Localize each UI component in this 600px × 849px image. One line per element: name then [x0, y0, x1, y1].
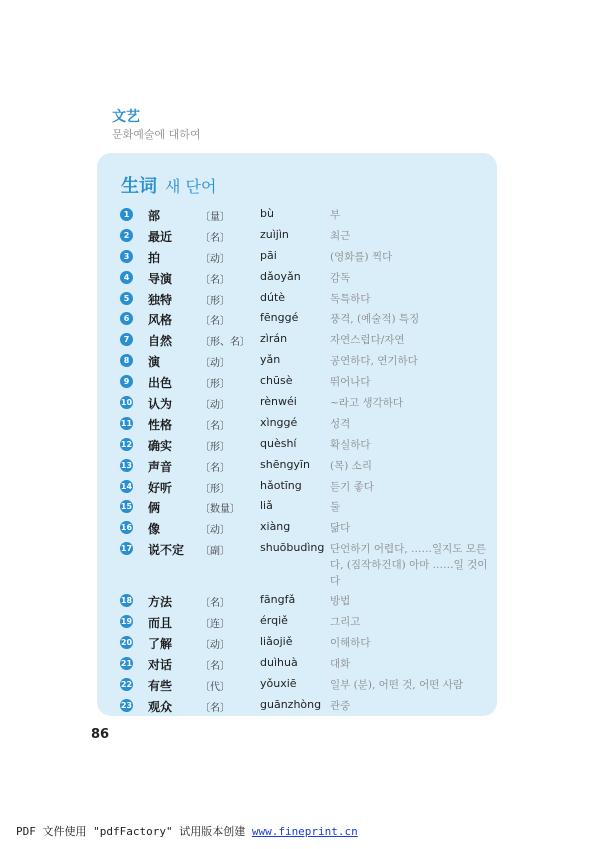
section-title: 文艺 — [112, 109, 140, 125]
vocab-part-of-speech: 〔名〕 — [200, 598, 230, 610]
vocab-part-of-speech: 〔连〕 — [200, 619, 230, 631]
vocab-word: 独特 — [148, 292, 173, 307]
vocab-pinyin: yǎn — [260, 353, 281, 367]
vocab-row — [120, 247, 490, 268]
vocab-part-of-speech: 〔副〕 — [200, 546, 230, 558]
card-title — [121, 172, 216, 198]
vocab-pinyin: érqiě — [260, 614, 288, 628]
vocab-number-badge: 19 — [120, 617, 133, 627]
vocab-row — [120, 477, 490, 498]
vocab-pinyin: liǎ — [260, 499, 273, 513]
vocab-meaning: 듣기 좋다 — [330, 480, 374, 493]
vocab-number-badge: 23 — [120, 700, 133, 710]
vocab-row — [120, 675, 490, 696]
vocab-part-of-speech: 〔代〕 — [200, 681, 230, 693]
vocab-number-badge: 8 — [120, 354, 133, 367]
vocab-word: 有些 — [148, 678, 173, 693]
vocab-row — [120, 456, 490, 477]
section-subtitle: 문화예술에 대하여 — [112, 128, 201, 141]
vocab-number-badge: 21 — [120, 658, 133, 668]
vocab-meaning: 최근 — [330, 229, 351, 242]
vocab-meaning: 뛰어나다 — [330, 376, 371, 389]
vocab-meaning: 부 — [330, 209, 341, 221]
card-title-korean: 새 단어 — [165, 177, 217, 196]
vocab-meaning: 풍격, (예술적) 특징 — [330, 313, 420, 326]
vocab-row — [120, 435, 490, 456]
vocab-pinyin: xiàng — [260, 520, 291, 534]
vocab-word: 对话 — [148, 657, 173, 672]
vocab-row — [120, 497, 490, 518]
vocab-number-badge: 16 — [120, 523, 133, 533]
vocab-word: 声音 — [148, 459, 173, 474]
vocab-meaning: 독특하다 — [330, 292, 371, 305]
vocab-number-badge: 17 — [120, 544, 133, 554]
vocab-number-badge: 3 — [120, 250, 133, 263]
vocab-row — [120, 372, 490, 393]
vocab-number-badge: 22 — [120, 679, 133, 689]
vocab-word: 好听 — [148, 480, 173, 495]
footer-note — [16, 823, 358, 839]
vocab-pinyin: rènwéi — [260, 395, 297, 409]
vocab-row — [120, 226, 490, 247]
vocab-meaning: ~라고 생각하다 — [330, 397, 403, 410]
vocab-word: 认为 — [148, 397, 173, 412]
vocab-number-badge: 4 — [120, 271, 133, 284]
vocab-number-badge: 1 — [120, 208, 133, 221]
page-number: 86 — [91, 727, 110, 742]
vocab-row — [120, 518, 490, 539]
vocab-row — [120, 539, 490, 591]
vocab-part-of-speech: 〔动〕 — [200, 400, 230, 412]
vocab-pinyin: liǎojiě — [260, 635, 293, 649]
vocab-word: 出色 — [148, 376, 173, 391]
vocab-pinyin: quèshí — [260, 436, 297, 450]
vocab-word: 俩 — [148, 501, 161, 516]
vocab-word: 了解 — [148, 637, 173, 652]
vocab-row — [120, 414, 490, 435]
vocab-part-of-speech: 〔形〕 — [200, 441, 230, 453]
vocab-meaning: 일부 (분), 어떤 것, 어떤 사람 — [330, 678, 463, 691]
vocab-pinyin: bù — [260, 207, 274, 220]
vocab-number-badge: 12 — [120, 439, 133, 449]
vocab-part-of-speech: 〔名〕 — [200, 316, 230, 328]
vocab-pinyin: fēnggé — [260, 311, 299, 325]
vocab-row — [120, 612, 490, 633]
vocab-number-badge: 6 — [120, 312, 133, 325]
vocab-part-of-speech: 〔名〕 — [200, 660, 230, 672]
vocab-meaning: 단언하기 어렵다, ……일지도 모른다, (짐작하건대) 아마 ……일 것이다 — [330, 543, 488, 588]
vocab-pinyin: zìrán — [260, 332, 288, 346]
footer-text: PDF 文件使用 "pdfFactory" 试用版本创建 — [16, 825, 252, 838]
vocab-row — [120, 330, 490, 351]
vocab-part-of-speech: 〔名〕 — [200, 274, 230, 286]
vocab-meaning: 그리고 — [330, 616, 361, 629]
vocab-meaning: (목) 소리 — [330, 459, 372, 472]
vocab-meaning: (영화를) 찍다 — [330, 250, 393, 263]
footer-link[interactable]: www.fineprint.cn — [251, 825, 358, 838]
vocab-part-of-speech: 〔动〕 — [200, 358, 230, 370]
vocab-meaning: 감독 — [330, 271, 351, 284]
card-title-chinese: 生词 — [121, 176, 157, 197]
vocab-word: 最近 — [148, 229, 173, 244]
vocabulary-list — [120, 205, 490, 717]
vocab-number-badge: 7 — [120, 333, 133, 346]
vocab-word: 导演 — [148, 271, 173, 286]
vocab-word: 确实 — [148, 438, 173, 453]
vocab-part-of-speech: 〔形〕 — [200, 483, 230, 495]
vocab-number-badge: 13 — [120, 460, 133, 470]
vocab-word: 演 — [148, 355, 161, 370]
vocab-number-badge: 9 — [120, 375, 133, 388]
vocab-part-of-speech: 〔形、名〕 — [200, 337, 250, 349]
vocab-row — [120, 289, 490, 310]
vocab-word: 风格 — [148, 313, 173, 328]
vocab-meaning: 둘 — [330, 501, 341, 514]
vocab-row — [120, 591, 490, 612]
vocab-row — [120, 633, 490, 654]
vocab-pinyin: yǒuxiē — [260, 676, 297, 690]
vocab-pinyin: shuōbudìng — [260, 541, 325, 555]
vocab-word: 自然 — [148, 334, 173, 349]
vocab-meaning: 자연스럽다/자연 — [330, 334, 405, 347]
vocab-row — [120, 205, 490, 226]
vocab-number-badge: 20 — [120, 638, 133, 648]
vocab-meaning: 확실하다 — [330, 438, 371, 451]
vocab-word: 而且 — [148, 616, 173, 631]
vocab-part-of-speech: 〔形〕 — [200, 379, 230, 391]
vocab-part-of-speech: 〔数量〕 — [200, 504, 240, 516]
vocab-meaning: 닮다 — [330, 522, 351, 535]
vocab-pinyin: xìnggé — [260, 415, 298, 429]
vocab-pinyin: dǎoyǎn — [260, 269, 301, 283]
vocab-part-of-speech: 〔动〕 — [200, 640, 230, 652]
vocab-part-of-speech: 〔名〕 — [200, 420, 230, 432]
vocab-pinyin: fāngfǎ — [260, 593, 296, 607]
vocab-number-badge: 10 — [120, 398, 133, 408]
vocab-pinyin: shēngyīn — [260, 457, 310, 471]
vocab-meaning: 방법 — [330, 595, 351, 608]
vocab-pinyin: duìhuà — [260, 655, 298, 669]
vocab-word: 部 — [148, 209, 161, 223]
vocab-meaning: 공연하다, 연기하다 — [330, 355, 418, 368]
vocab-part-of-speech: 〔形〕 — [200, 295, 230, 307]
vocab-row — [120, 268, 490, 289]
vocab-part-of-speech: 〔名〕 — [200, 702, 230, 714]
vocab-meaning: 성격 — [330, 417, 351, 430]
vocab-part-of-speech: 〔名〕 — [200, 462, 230, 474]
vocab-word: 方法 — [148, 595, 173, 610]
vocab-row — [120, 309, 490, 330]
vocab-pinyin: guānzhòng — [260, 697, 322, 711]
vocab-part-of-speech: 〔名〕 — [200, 232, 230, 244]
vocab-word: 像 — [148, 522, 161, 537]
vocab-number-badge: 11 — [120, 418, 133, 428]
vocab-word: 拍 — [148, 250, 161, 265]
vocab-pinyin: zuìjìn — [260, 227, 289, 241]
vocab-row — [120, 696, 490, 717]
vocab-word: 观众 — [148, 699, 173, 714]
vocab-meaning: 이해하다 — [330, 637, 371, 650]
vocab-row — [120, 654, 490, 675]
vocab-number-badge: 2 — [120, 229, 133, 242]
vocab-word: 性格 — [148, 417, 173, 432]
vocab-word: 说不定 — [148, 543, 185, 558]
vocab-pinyin: dútè — [260, 290, 286, 304]
vocab-part-of-speech: 〔动〕 — [200, 525, 230, 537]
vocab-number-badge: 14 — [120, 481, 133, 491]
vocab-number-badge: 18 — [120, 596, 133, 606]
vocab-part-of-speech: 〔动〕 — [200, 253, 230, 265]
vocab-part-of-speech: 〔量〕 — [200, 212, 230, 223]
vocab-pinyin: chūsè — [260, 374, 293, 388]
vocab-pinyin: hǎotīng — [260, 478, 302, 492]
vocab-number-badge: 5 — [120, 292, 133, 305]
vocab-number-badge: 15 — [120, 502, 133, 512]
vocab-row — [120, 351, 490, 372]
vocab-row — [120, 393, 490, 414]
vocab-meaning: 관중 — [330, 699, 351, 712]
vocab-pinyin: pāi — [260, 248, 277, 262]
vocab-meaning: 대화 — [330, 657, 351, 670]
